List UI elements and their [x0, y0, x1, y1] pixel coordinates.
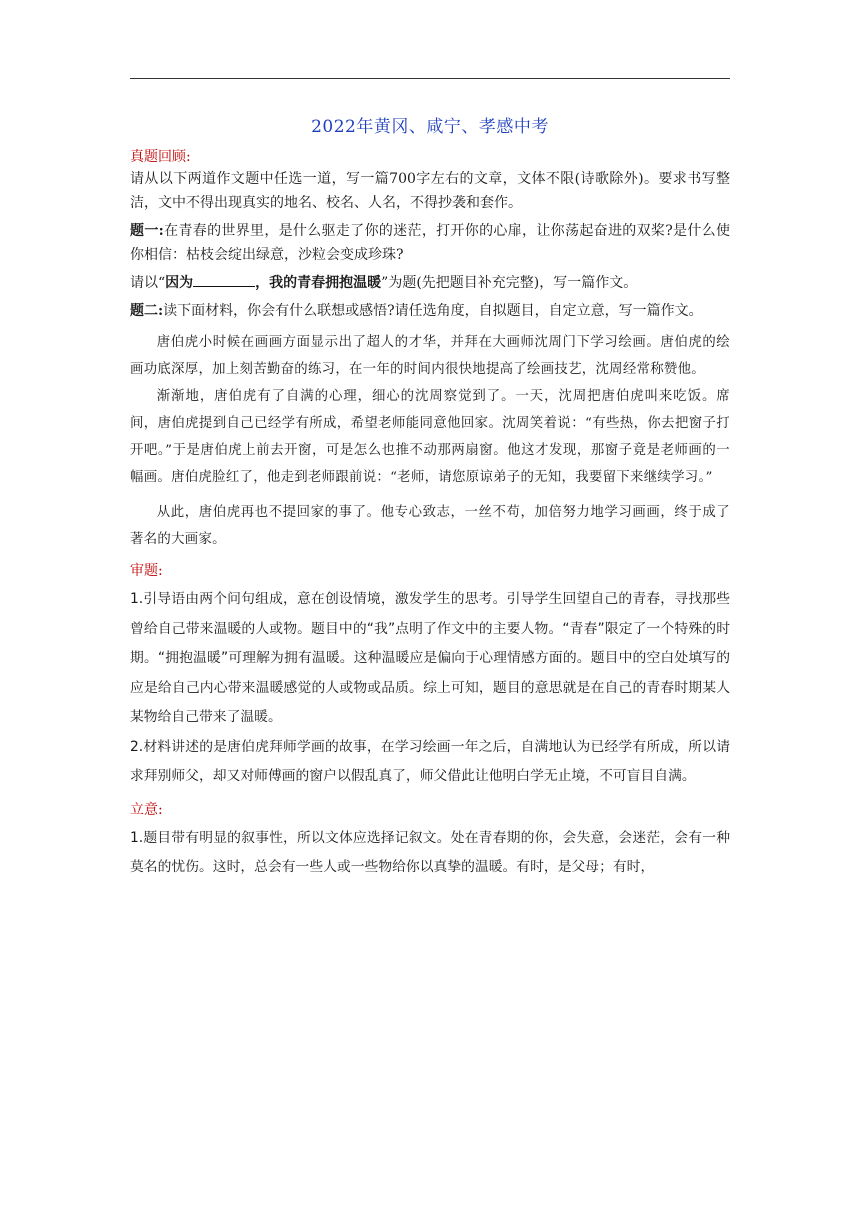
question-two-text: 读下面材料，你会有什么联想或感悟?请任选角度，自拟题目，自定立意，写一篇作文。 [163, 303, 703, 319]
instruction-text: 请从以下两道作文题中任选一道，写一篇700字左右的文章，文体不限(诗歌除外)。要求书写整洁，文中不得出现真实的地名、校名、人名，不得抄袭和套作。 [130, 171, 730, 211]
intent-section [130, 824, 730, 883]
analysis-item: 1.引导语由两个问句组成，意在创设情境，激发学生的思考。引导学生回望自己的青春，寻找那些曾给自己带来温暖的人或物。题目中的“我”点明了作文中的主要人物。“青春”限定了一个特殊的时期。“拥抱温暖”可理解为拥有温暖。这种温暖应是偏向于心理情感方面的。题目中的空白处填写的应是给自己内心带来温暖感觉的人或物或品质。综上可知，题目的意思就是在自己的青春时期某人某物给自己带来了温暖。 [130, 591, 730, 725]
question-one [130, 219, 730, 267]
prompt-suffix: ”为题(先把题目补充完整)，写一篇作文。 [381, 275, 638, 291]
document-body [130, 112, 730, 883]
question-one-label: 题一: [130, 223, 164, 239]
intent-item: 1.题目带有明显的叙事性，所以文体应选择记叙文。处在青春期的你，会失意，会迷茫，会有一种莫名的忧伤。这时，总会有一些人或一些物给你以真挚的温暖。有时，是父母；有时， [130, 829, 730, 875]
prompt-bold-start: 因为 [165, 275, 194, 291]
title-blank [193, 274, 255, 287]
intent-heading: 立意: [130, 801, 163, 818]
story-paragraph: 从此，唐伯虎再也不提回家的事了。他专心致志，一丝不苟，加倍努力地学习画画，终于成了著名的大画家。 [130, 505, 730, 547]
prompt-bold-end: ，我的青春拥抱温暖 [255, 275, 382, 291]
story-paragraph: 唐伯虎小时候在画画方面显示出了超人的才华，并拜在大画师沈周门下学习绘画。唐伯虎的绘画功底深厚，加上刻苦勤奋的练习，在一年的时间内很快地提高了绘画技艺，沈周经常称赞他。 [130, 335, 730, 377]
question-two [130, 299, 730, 323]
analysis-section [130, 585, 730, 792]
question-two-label: 题二: [130, 303, 164, 319]
story-material [130, 329, 730, 553]
story-paragraph: 渐渐地，唐伯虎有了自满的心理，细心的沈周察觉到了。一天，沈周把唐伯虎叫来吃饭。席间，唐伯虎提到自己已经学有所成，希望老师能同意他回家。沈周笑着说：“有些热，你去把窗子打开吧。”于是唐伯虎上前去开窗，可是怎么也推不动那两扇窗。他这才发现，那窗子竟是老师画的一幅画。唐伯虎脸红了，他走到老师跟前说：“老师，请您原谅弟子的无知，我要留下来继续学习。” [130, 389, 730, 485]
document-title: 2022年黄冈、咸宁、孝感中考 [311, 117, 549, 137]
header-rule [130, 78, 730, 79]
review-heading: 真题回顾: [130, 149, 191, 165]
question-one-prompt [130, 271, 730, 295]
analysis-heading: 审题: [130, 563, 163, 579]
analysis-item: 2.材料讲述的是唐伯虎拜师学画的故事，在学习绘画一年之后，自满地认为已经学有所成，所以请求拜别师父，却又对师傅画的窗户以假乱真了，师父借此让他明白学无止境，不可盲目自满。 [130, 738, 730, 784]
question-one-text: 在青春的世界里，是什么驱走了你的迷茫，打开你的心扉，让你荡起奋进的双桨?是什么使你相信：枯枝会绽出绿意，沙粒会变成珍珠? [130, 223, 730, 263]
prompt-prefix: 请以“ [130, 275, 166, 291]
